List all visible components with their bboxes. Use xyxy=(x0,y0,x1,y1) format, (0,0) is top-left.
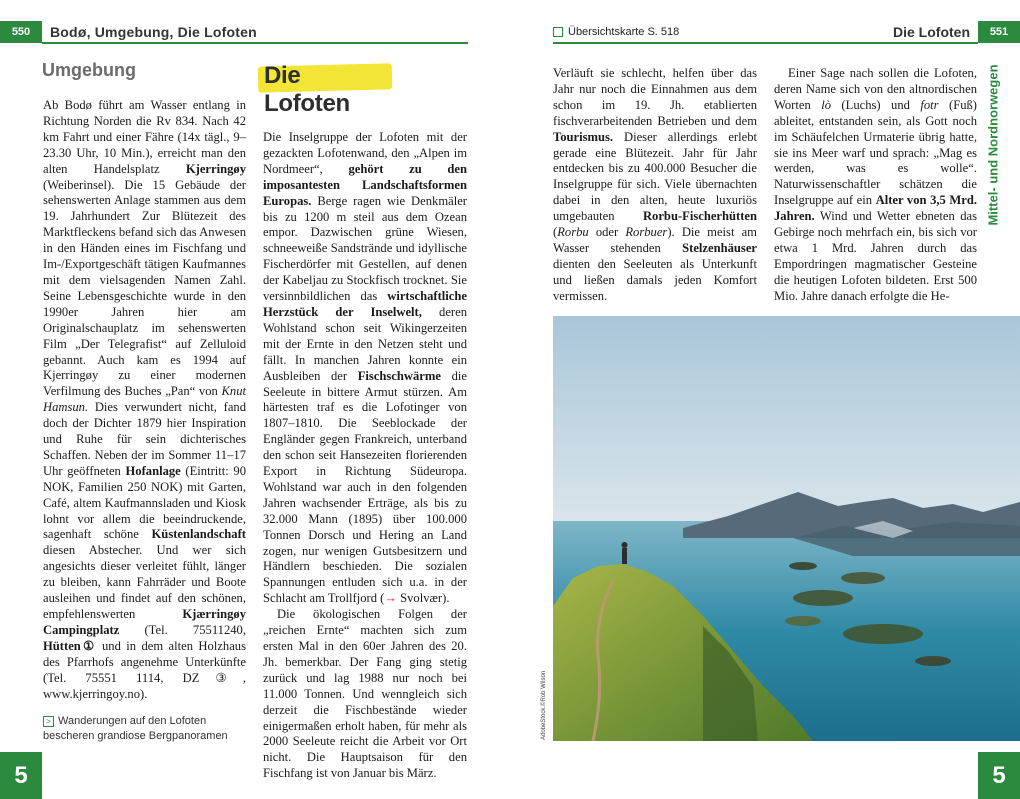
page-number: 551 xyxy=(978,21,1020,43)
text-column-2 xyxy=(774,66,977,305)
paragraph: Verläuft sie schlecht, helfen über das Jahr nur noch die Einnahmen aus dem schon im 19. Jh. etablierten fischverarbeitenden Betrieben und dem Tourismus. Dieser allerdings erlebt gerade eine Blütezeit. Jahr für Jahr entdecken bis zu 400.000 Besucher die Inselgruppe für sich. Viele übernachten dabei in den alten, heute luxuriös umgebauten Rorbu-Fischerhütten (Rorbu oder Rorbuer). Die meist am Wasser stehenden Stelzenhäuser dienten den Seeleuten als Unterkunft und ließen damals jeden Komfort vermissen. xyxy=(553,66,757,303)
page-number: 550 xyxy=(0,21,42,43)
cross-reference-arrow-icon: → xyxy=(384,591,397,606)
paragraph: Einer Sage nach sollen die Lofoten, deren Name sich von den altnordischen Worten lò (Luchs) und fotr (Fuß) ableitet, entstanden sein, als Gott noch im Schäufelchen Urmaterie übrig hatte, sie ins Meer warf und sprach: „Mag es werden, was es wolle“. Naturwissenschaftler schätzen die Inselgruppe auf ein Alter von 3,5 Mrd. Jahren. Wind und Wetter ebneten das Gebirge noch mehrfach ein, bis sich vor etwa 1 Mrd. Jahren durch das Empordringen magmatischer Gesteine die heutigen Lofoten bildeten. Erst 500 Mio. Jahre danach erfolgte die He- xyxy=(774,66,977,303)
caption-arrow-icon: > xyxy=(43,716,54,727)
chapter-tab: 5 xyxy=(0,752,42,799)
text-column-1 xyxy=(553,66,757,305)
map-square-icon xyxy=(553,27,563,37)
lofoten-paragraph-2: Die ökologischen Folgen der „reichen Ernte“ machten sich zum ersten Mal in den 60er Jahren des 20. Jh. bemerkbar. Der Fang ging stetig zurück und lag 1988 nur noch bei 11.000 Tonnen. Und wenngleich sich derzeit die Fischbestände wieder einigermaßen erholt haben, für mehr als 2000 Seeleute reicht die Arbeit vor Ort nicht. Die Hauptsaison für den Fischfang ist von Januar bis März. xyxy=(263,607,467,781)
lofoten-landscape-photo xyxy=(553,316,1020,741)
chapter-tab: 5 xyxy=(978,752,1020,799)
header-rule xyxy=(42,42,468,44)
header-rule xyxy=(553,42,978,44)
overview-map-reference: Übersichtskarte S. 518 xyxy=(553,21,679,43)
umgebung-paragraph: Ab Bodø führt am Wasser entlang in Richtung Norden die Rv 834. Nach 42 km Fahrt und einer Fähre (14x tägl., 9–23.30 Uhr, 10 Min.), erreicht man den alten Handelsplatz Kjerringøy (Weiberinsel). Die 15 Gebäude der sehenswerten Anlage stammen aus dem 19. Jahrhundert Zur Blütezeit des Marktfleckens befand sich das Anwesen in den Händen eines im Fischfang und Im-/Exportgeschäft tätigen Kaufmannes mit dem vielsagenden Namen Zahl. Seine Lebensgeschichte wurde in den 1990er Jahren hier am Originalschauplatz im sehenswerten Film „Der Telegrafist“ auf Zelluloid gebannt. Auch kam es 1994 auf Kjerringøy zu einer modernen Verfilmung des Buches „Pan“ von Knut Hamsun. Dies verwundert nicht, fand doch der Dichter 1879 hier Inspiration und Ruhe für sein dichterisches Schaffen. Neben der im Sommer 11–17 Uhr geöffneten Hofanlage (Eintritt: 90 NOK, Familien 250 NOK) mit Garten, Café, altem Kaufmannsladen und Kiosk lohnt vor allem die beeindruckende, sagenhaft schöne Küstenlandschaft diesen Abstecher. Und wer sich angesichts dieser verleitet fühlt, länger zu bleiben, kann Fahrräder und Boote ausleihen und findet auf den schönen, empfehlenswerten Kjærringøy Campingplatz (Tel. 75511240, Hütten① und in dem alten Holzhaus des Pfarrhofs angenehme Unterkünfte (Tel. 75551 1114, DZ③, www.kjerringoy.no). xyxy=(43,98,247,701)
umgebung-column xyxy=(43,98,246,702)
running-head: Die Lofoten xyxy=(893,24,970,40)
photo-caption-note: > Wanderungen auf den Lofoten bescheren grandiose Bergpanoramen xyxy=(43,715,228,742)
section-heading-lofoten: Die Lofoten xyxy=(258,62,392,92)
region-side-tab: Mittel- und Nordnorwegen xyxy=(985,64,1001,226)
lofoten-column xyxy=(263,130,467,782)
photo-credit: AdobeStock.©Rob Wilson xyxy=(541,670,547,740)
section-heading-umgebung: Umgebung xyxy=(42,60,136,80)
lofoten-paragraph-1: Die Inselgruppe der Lofoten mit der gezackten Lofotenwand, den „Alpen im Nordmeer“, gehört zu den imposantesten Landschaftsformen Europas. Berge ragen wie Denkmäler bis zu 1200 m steil aus dem Ozean empor. Dazwischen grüne Wiesen, schneeweiße Sandstrände und idyllische Fischerdörfer mit Gestellen, auf denen der Kabeljau zu Stockfisch trocknet. Sie versinnbildlichen das wirtschaftliche Herzstück der Inselwelt, deren Wohlstand schon seit Wikingerzeiten mit der Ernte in den Netzen steht und fällt. In manchen Jahren konnte ein Ausbleiben der Fischschwärme die Seeleute in bittere Armut stürzen. Am härtesten traf es die Lofotinger von 1807–1810. Die Seeblockade der Engländer gegen Frankreich, unterband den schon seit Hansezeiten florierenden Export in Richtung Südeuropa. Wohlstand war auch in den folgenden Jahren wachsender Erträge, als bis zu 32.000 Mann (1895) über 100.000 Tonnen Dorsch und Hering an Land zogen, nur wenigen Gutsbesitzern und Händlern beschieden. Die sozialen Spannungen entluden sich u.a. in der Schlacht am Trollfjord (→ Svolvær). xyxy=(263,130,467,606)
running-head: Bodø, Umgebung, Die Lofoten xyxy=(50,24,257,40)
